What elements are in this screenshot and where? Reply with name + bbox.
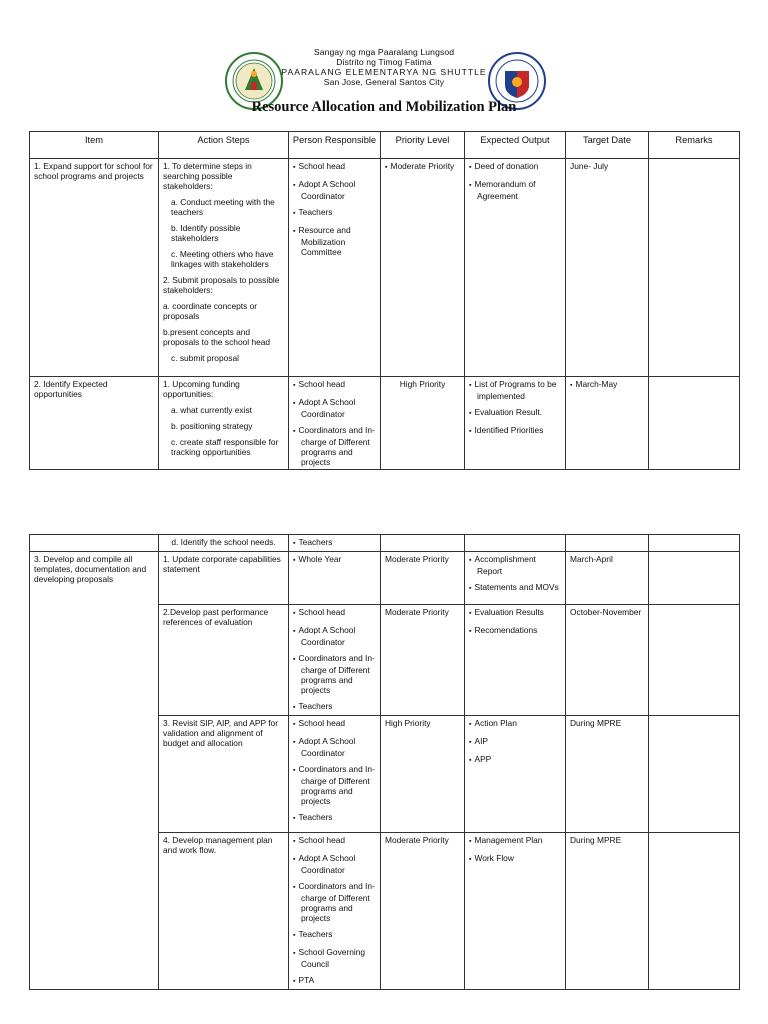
list-item: ▪ Identified Priorities: [469, 425, 561, 437]
action-steps-cell: 2.Develop past performance references of evaluation: [159, 605, 289, 716]
header-line-1: Sangay ng mga Paaralang Lungsod: [313, 47, 455, 57]
step-text: 1. To determine steps in searching possible stakeholders:: [163, 161, 252, 191]
step-text: c. Meeting others who have linkages with stakeholders: [171, 249, 274, 269]
remarks-cell: [649, 377, 740, 470]
step-text: a. Conduct meeting with the teachers: [171, 197, 275, 217]
person-responsible-cell: [289, 535, 381, 552]
action-steps-cell: [159, 159, 289, 377]
col-header-expected-output: Expected Output: [465, 132, 566, 159]
list-item: ▪ Action Plan: [469, 718, 561, 730]
person-responsible-cell: [289, 159, 381, 377]
action-steps-cell: 3. Revisit SIP, AIP, and APP for validation and alignment of budget and allocation: [159, 716, 289, 833]
target-date-cell: During MPRE: [566, 833, 649, 990]
list-item: ▪ Teachers: [293, 537, 376, 549]
col-header-person-responsible: Person Responsible: [289, 132, 381, 159]
col-header-action-steps: Action Steps: [159, 132, 289, 159]
list-item: ▪ Coordinators and In-charge of Different programs and projects: [293, 653, 376, 695]
col-header-remarks: Remarks: [649, 132, 740, 159]
list-item: ▪ Resource and Mobilization Committee: [293, 225, 376, 257]
list-item: ▪ Teachers: [293, 207, 376, 219]
item-cell: [30, 535, 159, 552]
list-item: ▪ Statements and MOVs: [469, 582, 561, 594]
expected-output-cell: [465, 159, 566, 377]
list-item: ▪ Coordinators and In-charge of Different programs and projects: [293, 764, 376, 806]
list-item: ▪ School head: [293, 835, 376, 847]
list-item: ▪ Evaluation Results: [469, 607, 561, 619]
remarks-cell: [649, 605, 740, 716]
col-header-item: Item: [30, 132, 159, 159]
action-steps-cell: 4. Develop management plan and work flow.: [159, 833, 289, 990]
target-date-cell: March-April: [566, 552, 649, 605]
table-row: [30, 552, 740, 605]
step-text: c. create staff responsible for tracking opportunities: [171, 437, 279, 457]
list-item: ▪ Recomendations: [469, 625, 561, 637]
priority-level-cell: Moderate Priority: [381, 552, 465, 605]
list-item: ▪ School head: [293, 718, 376, 730]
step-text: b. positioning strategy: [171, 421, 253, 431]
plan-table-2: [29, 534, 740, 990]
priority-level-cell: [381, 535, 465, 552]
table-header-row: [30, 132, 740, 159]
person-responsible-cell: [289, 377, 381, 470]
remarks-cell: [649, 716, 740, 833]
list-item: ▪ March-May: [570, 379, 644, 391]
priority-level-cell: High Priority: [381, 716, 465, 833]
target-date-cell: [566, 377, 649, 470]
item-cell: 3. Develop and compile all templates, documentation and developing proposals: [30, 552, 159, 990]
list-item: ▪ School head: [293, 161, 376, 173]
expected-output-cell: [465, 716, 566, 833]
target-date-cell: June- July: [566, 159, 649, 377]
expected-output-cell: [465, 377, 566, 470]
list-item: ▪ Adopt A School Coordinator: [293, 736, 376, 758]
target-date-cell: During MPRE: [566, 716, 649, 833]
list-item: ▪ Teachers: [293, 929, 376, 941]
item-cell: 2. Identify Expected opportunities: [30, 377, 159, 470]
list-item: ▪ Teachers: [293, 812, 376, 824]
col-header-target-date: Target Date: [566, 132, 649, 159]
target-date-cell: October-November: [566, 605, 649, 716]
step-text: b. Identify possible stakeholders: [171, 223, 241, 243]
header-line-2: Distrito ng Timog Fatima: [336, 57, 432, 67]
document-header: [0, 47, 768, 87]
document-title: Resource Allocation and Mobilization Plan: [251, 99, 517, 115]
list-item: ▪ School head: [293, 607, 376, 619]
header-address: San Jose, General Santos City: [323, 77, 445, 87]
table-row: [30, 535, 740, 552]
expected-output-cell: [465, 535, 566, 552]
list-item: ▪ Adopt A School Coordinator: [293, 853, 376, 875]
item-cell: 1. Expand support for school for school programs and projects: [30, 159, 159, 377]
list-item: ▪ Teachers: [293, 701, 376, 713]
person-responsible-cell: [289, 552, 381, 605]
expected-output-cell: [465, 552, 566, 605]
list-item: ▪ Work Flow: [469, 853, 561, 865]
priority-level-cell: Moderate Priority: [381, 605, 465, 716]
list-item: ▪ Accomplishment Report: [469, 554, 561, 576]
list-item: ▪ Coordinators and In-charge of Different programs and projects: [293, 881, 376, 923]
list-item: ▪ Adopt A School Coordinator: [293, 625, 376, 647]
action-steps-cell: [159, 377, 289, 470]
priority-level-cell: Moderate Priority: [381, 833, 465, 990]
list-item: ▪ Coordinators and In-charge of Different programs and projects: [293, 425, 376, 467]
table-row: [30, 377, 740, 470]
person-responsible-cell: [289, 833, 381, 990]
list-item: ▪ Adopt A School Coordinator: [293, 179, 376, 201]
remarks-cell: [649, 552, 740, 605]
list-item: ▪ Adopt A School Coordinator: [293, 397, 376, 419]
action-steps-cell: 1. Update corporate capabilities statement: [159, 552, 289, 605]
expected-output-cell: [465, 833, 566, 990]
col-header-priority-level: Priority Level: [381, 132, 465, 159]
step-text: c. submit proposal: [171, 353, 239, 363]
person-responsible-cell: [289, 716, 381, 833]
list-item: ▪ APP: [469, 754, 561, 766]
header-school-name: PAARALANG ELEMENTARYA NG SHUTTLE: [281, 67, 487, 77]
list-item: ▪ Deed of donation: [469, 161, 561, 173]
list-item: ▪ AIP: [469, 736, 561, 748]
step-text: 1. Upcoming funding opportunities:: [163, 379, 240, 399]
priority-level-cell: [381, 159, 465, 377]
list-item: ▪ PTA: [293, 975, 376, 987]
person-responsible-cell: [289, 605, 381, 716]
list-item: ▪ School head: [293, 379, 376, 391]
priority-level-cell: High Priority: [381, 377, 465, 470]
action-steps-cell: d. Identify the school needs.: [159, 535, 289, 552]
list-item: ▪ Moderate Priority: [385, 161, 460, 173]
list-item: ▪ Evaluation Result.: [469, 407, 561, 419]
expected-output-cell: [465, 605, 566, 716]
step-text: 2. Submit proposals to possible stakeholders:: [163, 275, 280, 295]
target-date-cell: [566, 535, 649, 552]
list-item: ▪ Management Plan: [469, 835, 561, 847]
list-item: ▪ List of Programs to be implemented: [469, 379, 561, 401]
list-item: ▪ School Governing Council: [293, 947, 376, 969]
table-row: [30, 159, 740, 377]
step-text: a. what currently exist: [171, 405, 252, 415]
plan-table-1: [29, 131, 740, 470]
step-text: b.present concepts and proposals to the school head: [163, 327, 271, 347]
list-item: ▪ Memorandum of Agreement: [469, 179, 561, 201]
remarks-cell: [649, 159, 740, 377]
remarks-cell: [649, 535, 740, 552]
remarks-cell: [649, 833, 740, 990]
step-text: a. coordinate concepts or proposals: [163, 301, 258, 321]
list-item: ▪ Whole Year: [293, 554, 376, 566]
